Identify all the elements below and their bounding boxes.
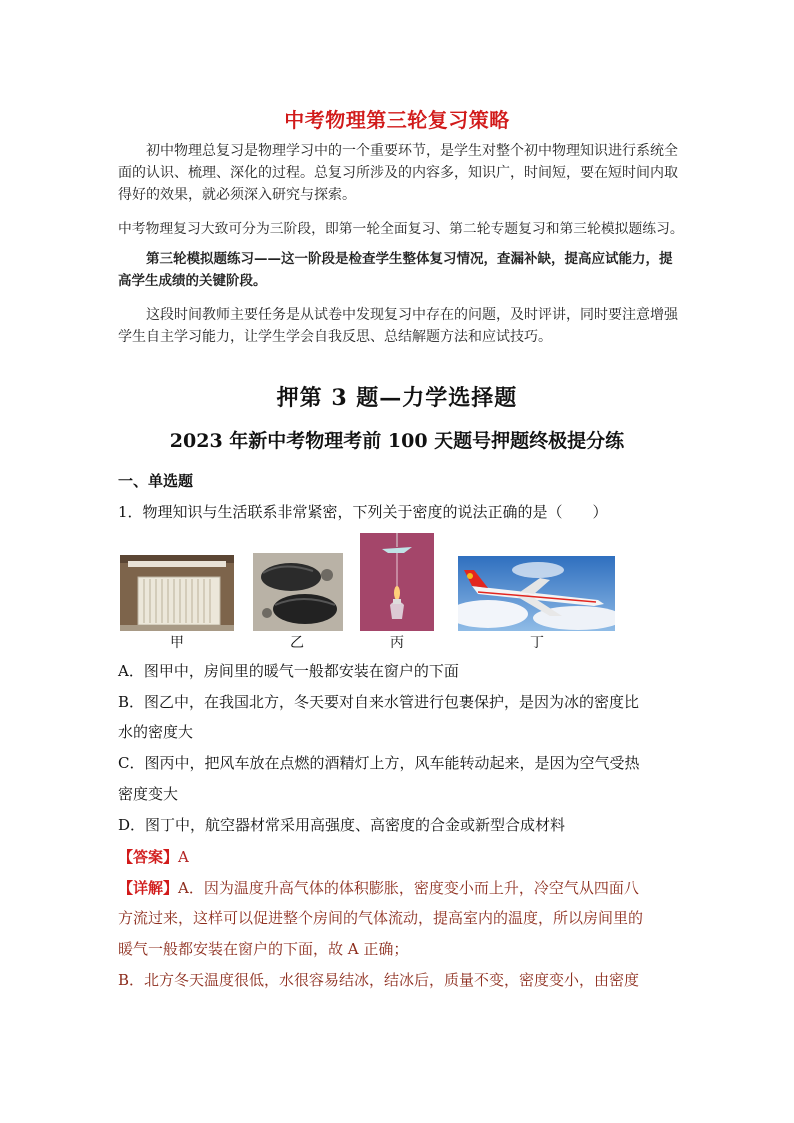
caption-yi: 乙 bbox=[290, 635, 304, 651]
figure-airplane-image bbox=[458, 556, 615, 631]
caption-bing: 丙 bbox=[390, 635, 404, 651]
option-b-line-2: 水的密度大 bbox=[118, 723, 194, 741]
option-a: A．图甲中，房间里的暖气一般都安装在窗户的下面 bbox=[118, 662, 459, 680]
heading-exam-practice: 2023 年新中考物理考前 100 天题号押题终极提分练 bbox=[169, 430, 625, 452]
detail-line-3: 暖气一般都安装在窗户的下面，故 A 正确； bbox=[118, 940, 409, 958]
detail-line-2: 方流过来，这样可以促进整个房间的气体流动，提高室内的温度，所以房间里的 bbox=[118, 909, 644, 927]
heading-push-question-3: 押第 3 题—力学选择题 bbox=[276, 385, 518, 411]
intro-paragraph-1: 初中物理总复习是物理学习中的一个重要环节，是学生对整个初中物理知识进行系统全面的认识、梳理、深化的过程。总复习所涉及的内容多，知识广，时间短，要在短时间内取得好的效果，就必须深入研究与探索。 bbox=[118, 143, 678, 203]
detail-label: 【详解】 bbox=[118, 879, 179, 897]
strategy-title: 中考物理第三轮复习策略 bbox=[284, 108, 510, 132]
option-d: D．图丁中，航空器材常采用高强度、高密度的合金或新型合成材料 bbox=[118, 816, 566, 834]
section-single-choice: 一、单选题 bbox=[118, 472, 194, 490]
detail-line-4: B．北方冬天温度很低，水很容易结冰，结冰后，质量不变，密度变小，由密度 bbox=[118, 971, 640, 989]
figure-pinwheel-lamp-image bbox=[360, 533, 434, 631]
intro-paragraph-2: 中考物理复习大致可分为三阶段，即第一轮全面复习、第二轮专题复习和第三轮模拟题练习。 bbox=[118, 221, 684, 237]
answer-label: 【答案】 bbox=[118, 848, 179, 866]
answer-line bbox=[118, 842, 678, 872]
figure-wrapped-pipes-image bbox=[253, 553, 343, 631]
question-stem: 1．物理知识与生活联系非常紧密，下列关于密度的说法正确的是（ ） bbox=[118, 503, 608, 521]
option-b-line-1: B．图乙中，在我国北方，冬天要对自来水管进行包裹保护，是因为冰的密度比 bbox=[118, 693, 640, 711]
caption-ding: 丁 bbox=[530, 635, 544, 651]
answer-value: A bbox=[178, 848, 189, 866]
option-c-line-2: 密度变大 bbox=[118, 785, 179, 803]
figure-radiator-image bbox=[120, 555, 234, 631]
intro-paragraph-3: 第三轮模拟题练习——这一阶段是检查学生整体复习情况，查漏补缺，提高应试能力，提高学生成绩的关键阶段。 bbox=[118, 251, 673, 289]
caption-jia: 甲 bbox=[170, 635, 184, 651]
option-c-line-1: C．图丙中，把风车放在点燃的酒精灯上方，风车能转动起来，是因为空气受热 bbox=[118, 754, 640, 772]
detail-line-1 bbox=[118, 873, 678, 903]
detail-text-1: A．因为温度升高气体的体积膨胀，密度变小而上升，冷空气从四面八 bbox=[178, 879, 639, 897]
intro-paragraph-4: 这段时间教师主要任务是从试卷中发现复习中存在的问题，及时评讲，同时要注意增强学生自主学习能力，让学生学会自我反思、总结解题方法和应试技巧。 bbox=[118, 307, 678, 345]
